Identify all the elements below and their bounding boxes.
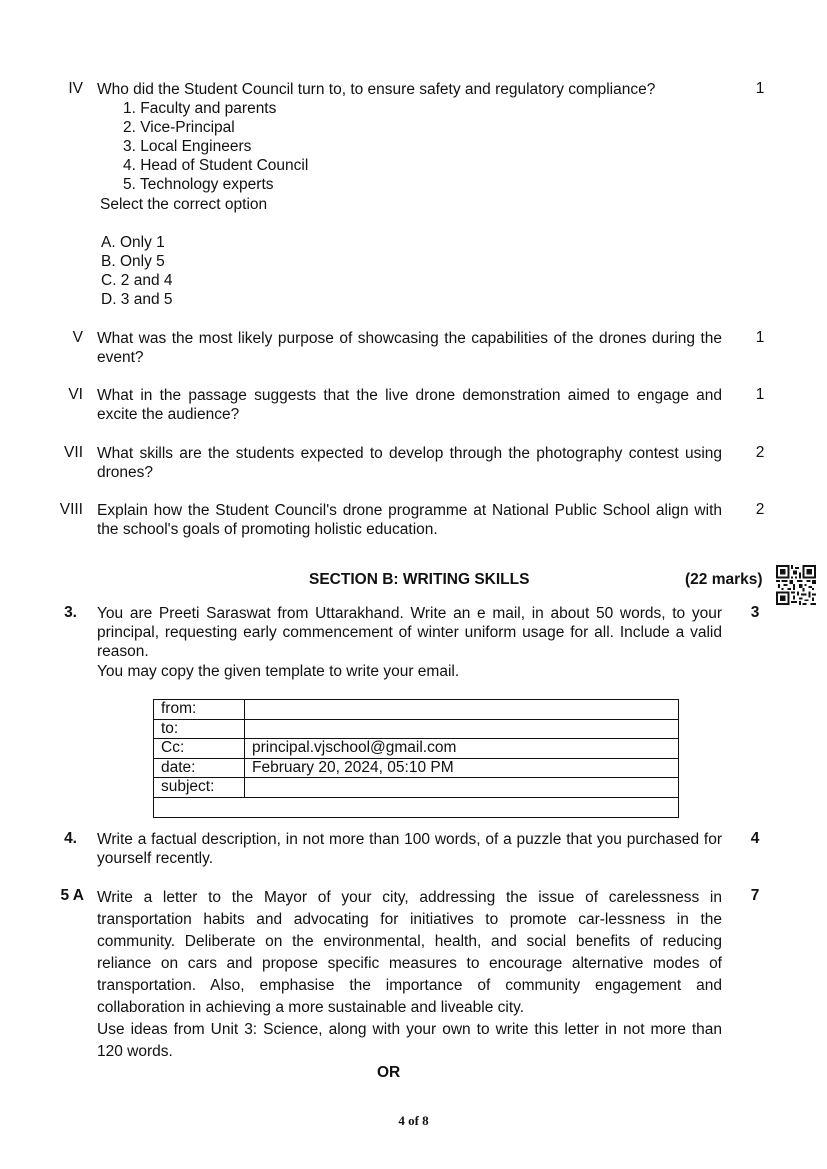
question-instruction: Use ideas from Unit 3: Science, along with your own to write this letter in not more than 120 words. [97, 1021, 722, 1060]
page-number: 4 of 8 [398, 1113, 429, 1128]
marks: 3 [750, 604, 760, 621]
option-a: A. Only 1 [101, 234, 165, 251]
template-label: to: [154, 719, 245, 739]
option-c: C. 2 and 4 [101, 272, 173, 289]
question-number: 5 A [60, 887, 84, 904]
email-template [153, 699, 679, 818]
question-text: Who did the Student Council turn to, to ensure safety and regulatory compliance? [97, 81, 656, 98]
marks: 1 [755, 329, 765, 346]
template-value: principal.vjschool@gmail.com [245, 739, 679, 759]
question-number: VII [64, 444, 83, 461]
template-body [154, 797, 679, 817]
template-value [245, 719, 679, 739]
list-item: 2. Vice-Principal [123, 119, 235, 136]
table-row [154, 758, 679, 778]
marks: 1 [755, 80, 765, 97]
question-text: Explain how the Student Council's drone programme at National Public School align with the school's goals of promoting holistic education. [97, 502, 722, 538]
table-row [154, 778, 679, 798]
qr-code-icon [776, 565, 816, 605]
select-instruction: Select the correct option [100, 196, 268, 213]
marks: 2 [755, 501, 765, 518]
marks: 1 [755, 386, 765, 403]
table-row [154, 797, 679, 817]
section-title: SECTION B: WRITING SKILLS [309, 571, 530, 588]
question-text: Write a factual description, in not more than 100 words, of a puzzle that you purchased for yourself recently. [97, 831, 722, 867]
option-d: D. 3 and 5 [101, 291, 173, 308]
list-item: 5. Technology experts [123, 176, 274, 193]
marks: 2 [755, 444, 765, 461]
question-number: IV [68, 80, 83, 97]
question-text: What was the most likely purpose of showcasing the capabilities of the drones during the event? [97, 330, 722, 366]
question-text: Write a letter to the Mayor of your city, addressing the issue of carelessness in transportation habits and advocating for initiatives to promote car-lessness in the community. Deliberate on the environmental, health, and social benefits of reducing reliance on cars and propose specific measures to encourage alternative modes of transportation. Also, emphasise the importance of community engagement and collaboration in achieving a more sustainable and liveable city. [97, 889, 722, 1016]
marks: 7 [750, 887, 760, 904]
list-item: 1. Faculty and parents [123, 100, 277, 117]
template-label: subject: [154, 778, 245, 798]
marks: 4 [750, 830, 760, 847]
question-number: VI [68, 386, 83, 403]
question-instruction: You may copy the given template to write your email. [97, 663, 460, 680]
table-row [154, 719, 679, 739]
list-item: 3. Local Engineers [123, 138, 252, 155]
option-b: B. Only 5 [101, 253, 165, 270]
question-number: VIII [59, 501, 83, 518]
question-number: V [72, 329, 83, 346]
question-number: 3. [64, 604, 77, 621]
table-row [154, 739, 679, 759]
list-item: 4. Head of Student Council [123, 157, 309, 174]
template-value [245, 700, 679, 720]
table-row [154, 700, 679, 720]
section-marks: (22 marks) [685, 571, 763, 588]
or-separator: OR [377, 1064, 401, 1081]
template-label: from: [154, 700, 245, 720]
template-value [245, 778, 679, 798]
template-label: date: [154, 758, 245, 778]
question-text: You are Preeti Saraswat from Uttarakhand. Write an e mail, in about 50 words, to your principal, requesting early commencement of winter uniform usage for all. Include a valid reason. [97, 605, 722, 660]
template-value: February 20, 2024, 05:10 PM [245, 758, 679, 778]
question-text: What in the passage suggests that the live drone demonstration aimed to engage and excite the audience? [97, 387, 722, 423]
question-text: What skills are the students expected to develop through the photography contest using drones? [97, 445, 722, 481]
template-label: Cc: [154, 739, 245, 759]
question-number: 4. [64, 830, 77, 847]
